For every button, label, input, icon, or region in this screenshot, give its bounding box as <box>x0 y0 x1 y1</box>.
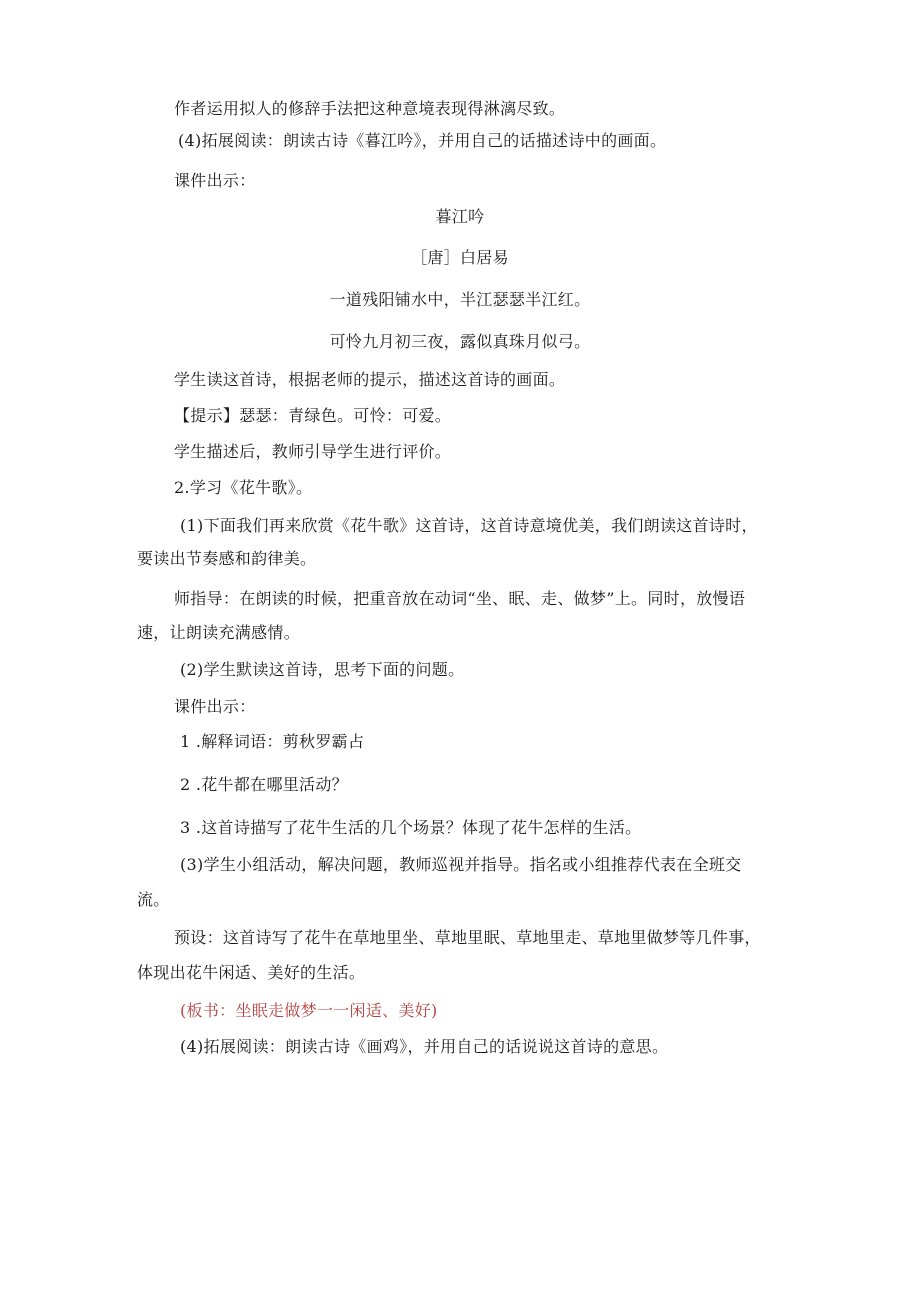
paragraph-line: (2)学生默读这首诗，思考下面的问题。 <box>180 660 465 679</box>
question-item: 3 .这首诗描写了花牛生活的几个场景？体现了花牛怎样的生活。 <box>180 818 642 837</box>
question-item: 2 .花牛都在哪里活动？ <box>180 775 348 794</box>
board-note: (板书：坐眠走做梦一一闲适、美好) <box>180 1001 438 1020</box>
paragraph-line: 流。 <box>137 890 170 909</box>
paragraph-line: 师指导：在朗读的时候，把重音放在动词“坐、眠、走、做梦”上。同时，放慢语 <box>174 589 746 608</box>
paragraph-line: 要读出节奏感和韵律美。 <box>137 549 317 568</box>
paragraph-line: (4)拓展阅读：朗读古诗《画鸡》，并用自己的话说说这首诗的意思。 <box>180 1037 669 1056</box>
poem-line: 一道残阳铺水中，半江瑟瑟半江红。 <box>329 290 591 309</box>
paragraph-line: (3)学生小组活动，解决问题，教师巡视并指导。指名或小组推荐代表在全班交 <box>180 855 742 874</box>
poem-title: 暮江吟 <box>435 207 485 226</box>
paragraph-line: 课件出示： <box>174 171 256 190</box>
paragraph-line: 体现出花牛闲适、美好的生活。 <box>137 963 366 982</box>
paragraph-line: 学生描述后，教师引导学生进行评价。 <box>174 442 452 461</box>
paragraph-line: 速，让朗读充满感情。 <box>137 623 301 642</box>
hint-line: 【提示】瑟瑟：青绿色。可怜：可爱。 <box>174 406 452 425</box>
paragraph-line: 作者运用拟人的修辞手法把这种意境表现得淋漓尽致。 <box>174 99 566 118</box>
paragraph-line: (1)下面我们再来欣赏《花牛歌》这首诗，这首诗意境优美，我们朗读这首诗时， <box>180 516 758 535</box>
section-heading: 2.学习《花牛歌》。 <box>174 478 313 497</box>
poem-line: 可怜九月初三夜，露似真珠月似弓。 <box>329 332 591 351</box>
paragraph-line: 预设：这首诗写了花牛在草地里坐、草地里眠、草地里走、草地里做梦等几件事， <box>174 928 761 947</box>
paragraph-line: 课件出示： <box>174 697 256 716</box>
paragraph-line: 学生读这首诗，根据老师的提示，描述这首诗的画面。 <box>174 370 566 389</box>
poem-author: ［唐］白居易 <box>411 248 509 267</box>
question-item: 1 .解释词语：剪秋罗霸占 <box>180 732 365 751</box>
paragraph-line: (4)拓展阅读：朗读古诗《暮江吟》，并用自己的话描述诗中的画面。 <box>178 131 667 150</box>
